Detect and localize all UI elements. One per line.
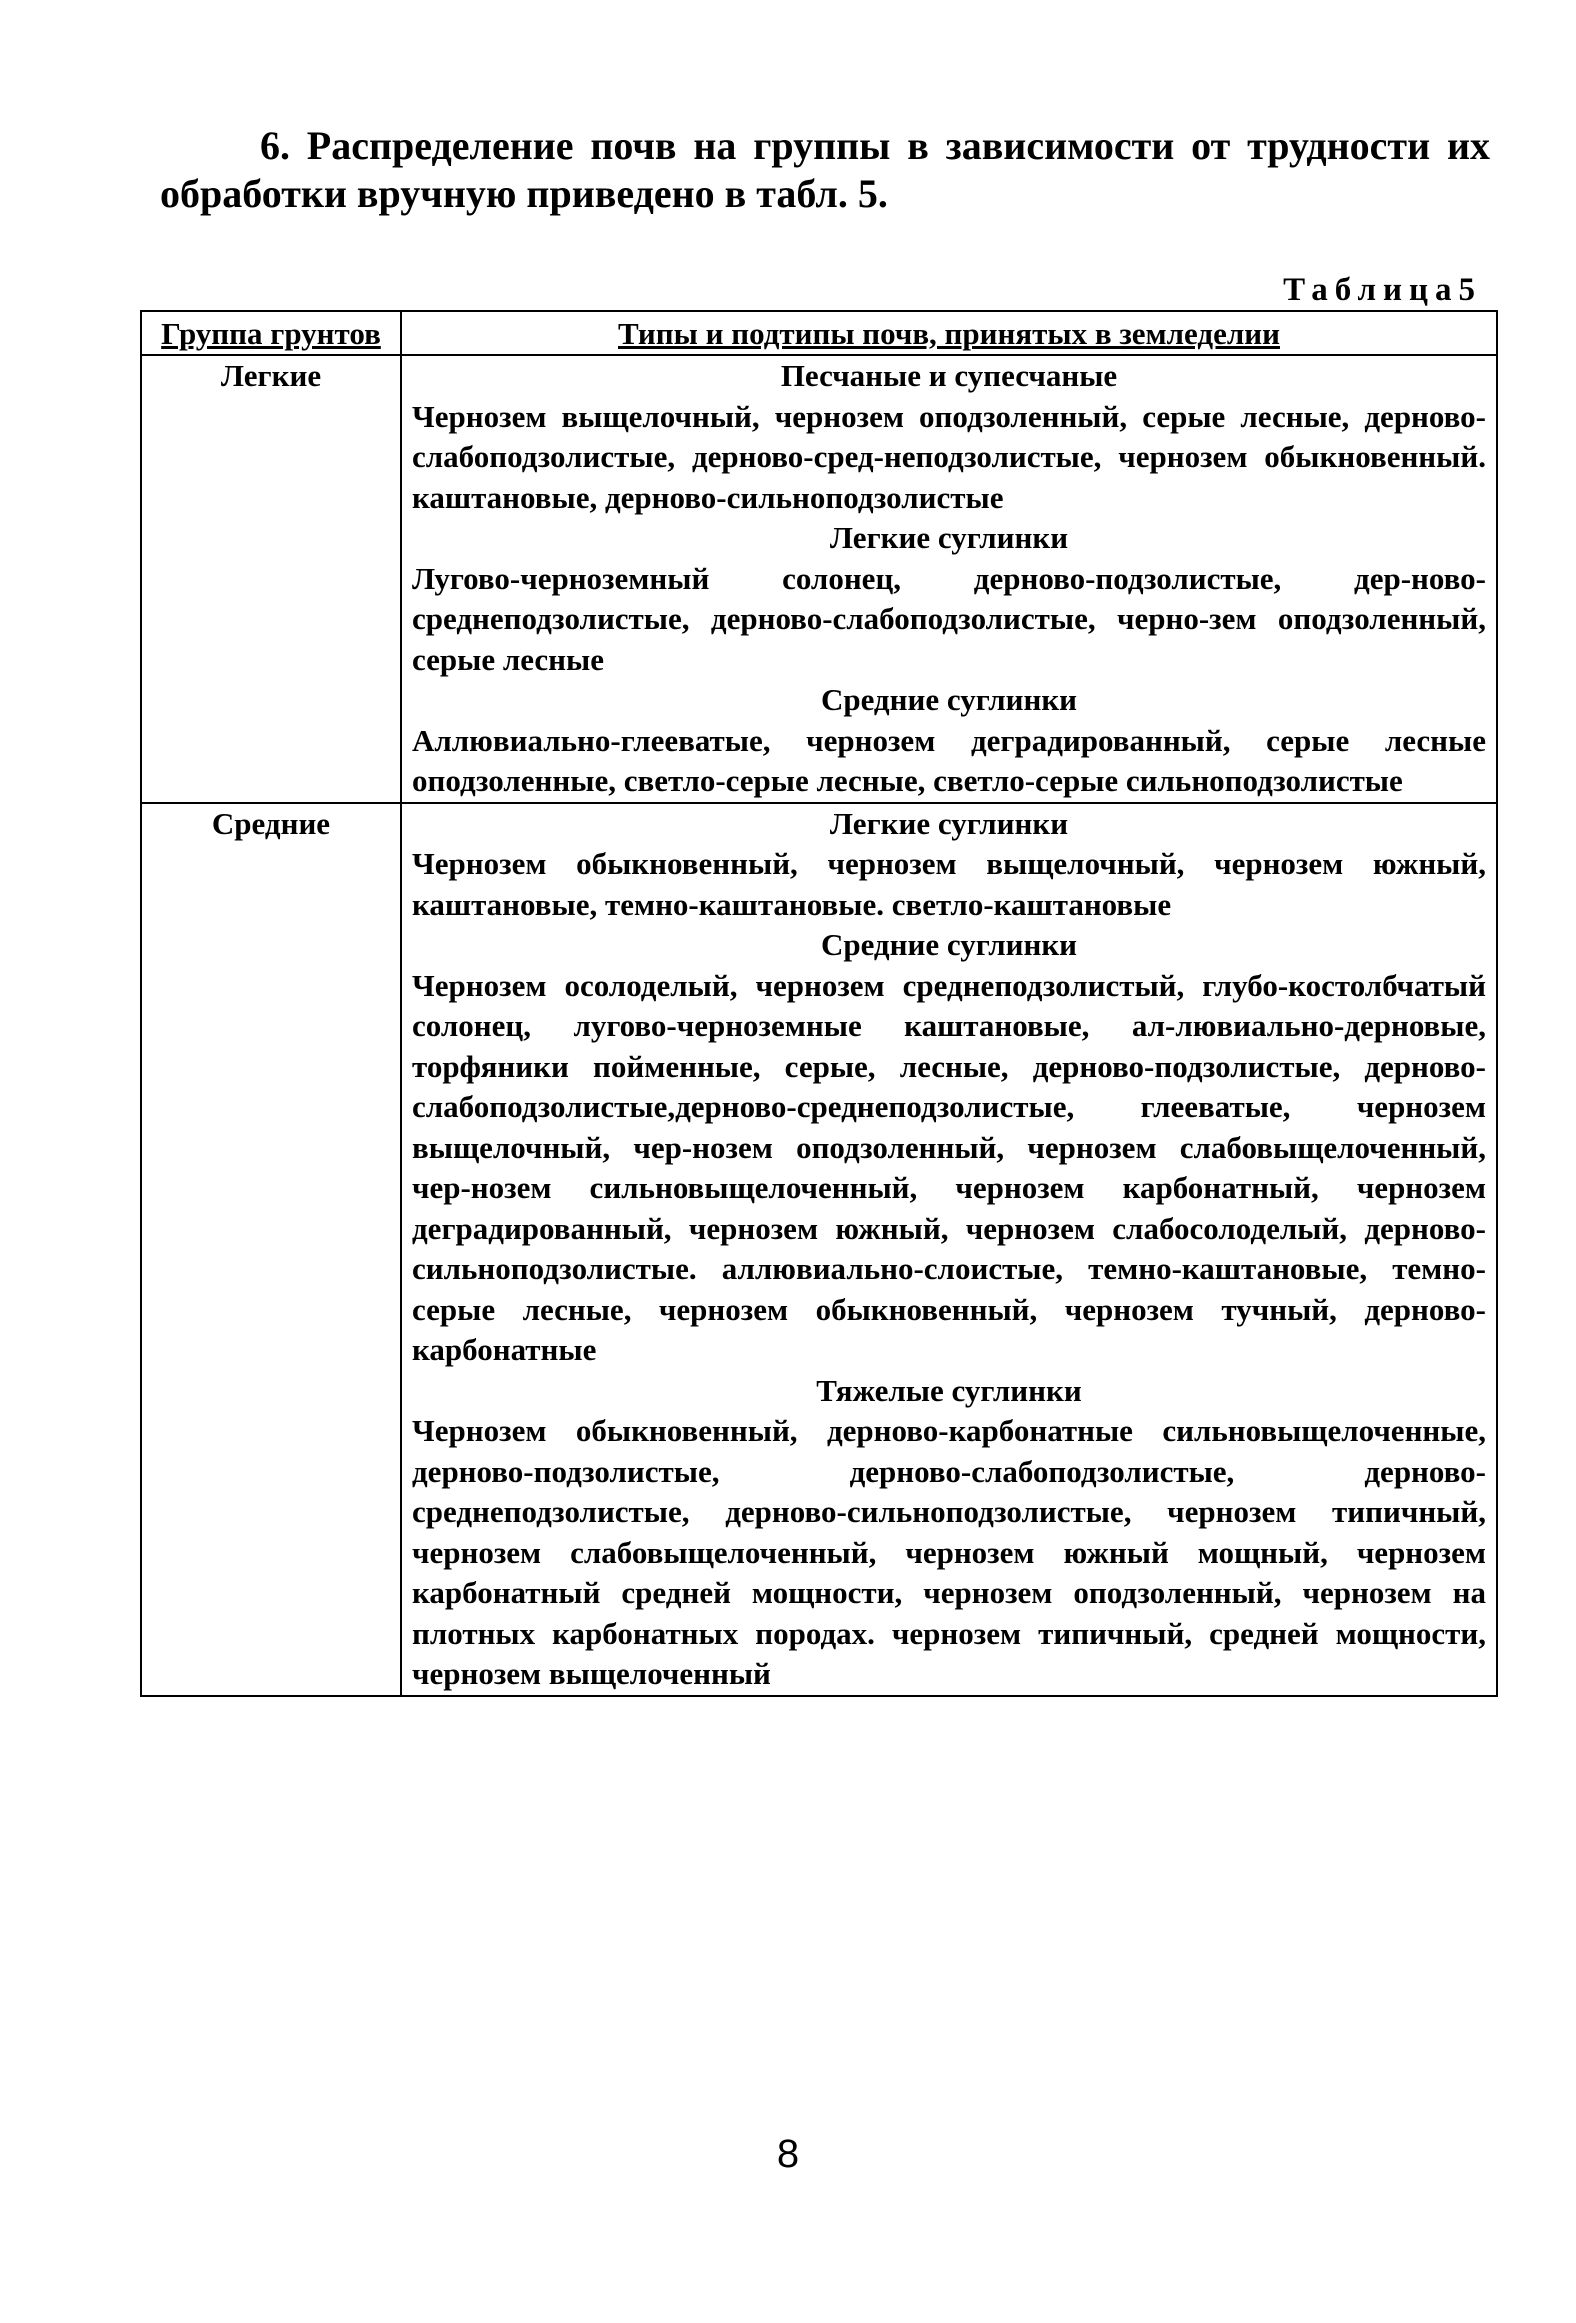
header-soil-group: Группа грунтов <box>141 311 401 355</box>
texture-heading: Средние суглинки <box>820 927 1078 962</box>
page-number: 8 <box>776 2132 800 2176</box>
soil-list: Чернозем обыкновенный, чернозем выщелочный, чернозем южный, каштановые, темно-каштановые. светло-каштановые <box>412 846 1486 922</box>
header-soil-types: Типы и подтипы почв, принятых в земледелии <box>401 311 1497 355</box>
table-row <box>141 803 1497 1696</box>
texture-heading: Легкие суглинки <box>829 520 1069 555</box>
texture-heading: Средние суглинки <box>820 682 1078 717</box>
types-cell-light <box>401 355 1497 803</box>
intro-paragraph: 6. Распределение почв на группы в зависимости от трудности их обработки вручную приведено в табл. 5. <box>160 123 1490 216</box>
soil-list: Аллювиально-глееватые, чернозем деградированный, серые лесные оподзоленные, светло-серые лесные, светло-серые сильноподзолистые <box>412 722 1486 798</box>
types-cell-medium <box>401 803 1497 1696</box>
group-cell-light: Легкие <box>141 355 401 803</box>
soil-list: Лугово-черноземный солонец, дерново-подзолистые, дер-ново-среднеподзолистые, дерново-слабоподзолистые, черно-зем оподзоленный, серые лесные <box>412 560 1486 677</box>
soil-groups-table <box>140 310 1498 1697</box>
soil-list: Чернозем осолоделый, чернозем среднеподзолистый, глубо-костолбчатый солонец, лугово-черноземные каштановые, ал-лювиально-дерновые, торфяники пойменные, серые, лесные, дерново-подзолистые, дерново-слабоподзолистые,дерново-среднеподзолистые, глееватые, чернозем выщелочный, чер-нозем оподзоленный, чернозем слабовыщелоченный, чер-нозем сильновыщелоченный, чернозем карбонатный, чернозем деградированный, чернозем южный, чернозем слабосолоделый, дерново-сильноподзолистые. аллювиально-слоистые, темно-каштановые, темно-серые лесные, чернозем обыкновенный, чернозем тучный, дерново-карбонатные <box>412 967 1486 1367</box>
soil-list: Чернозем обыкновенный, дерново-карбонатные сильновыщелоченные, дерново-подзолистые, дерново-слабоподзолистые, дерново-среднеподзолистые, дерново-сильноподзолистые, чернозем типичный, чернозем слабовыщелоченный, чернозем южный мощный, чернозем карбонатный средней мощности, чернозем оподзоленный, чернозем на плотных карбонатных породах. чернозем типичный, средней мощности, чернозем выщелоченный <box>412 1413 1486 1691</box>
table-row <box>141 355 1497 803</box>
texture-heading: Тяжелые суглинки <box>816 1372 1082 1408</box>
texture-heading: Песчаные и супесчаные <box>780 358 1118 393</box>
texture-heading: Легкие суглинки <box>829 805 1069 841</box>
table-caption: Таблица5 <box>1283 272 1482 308</box>
soil-list: Чернозем выщелочный, чернозем оподзоленный, серые лесные, дерново-слабоподзолистые, дерново-сред-неподзолистые, чернозем обыкновенный. каштановые, дерново-сильноподзолистые <box>412 398 1486 515</box>
table-header-row <box>141 311 1497 355</box>
group-cell-medium: Средние <box>141 803 401 1696</box>
